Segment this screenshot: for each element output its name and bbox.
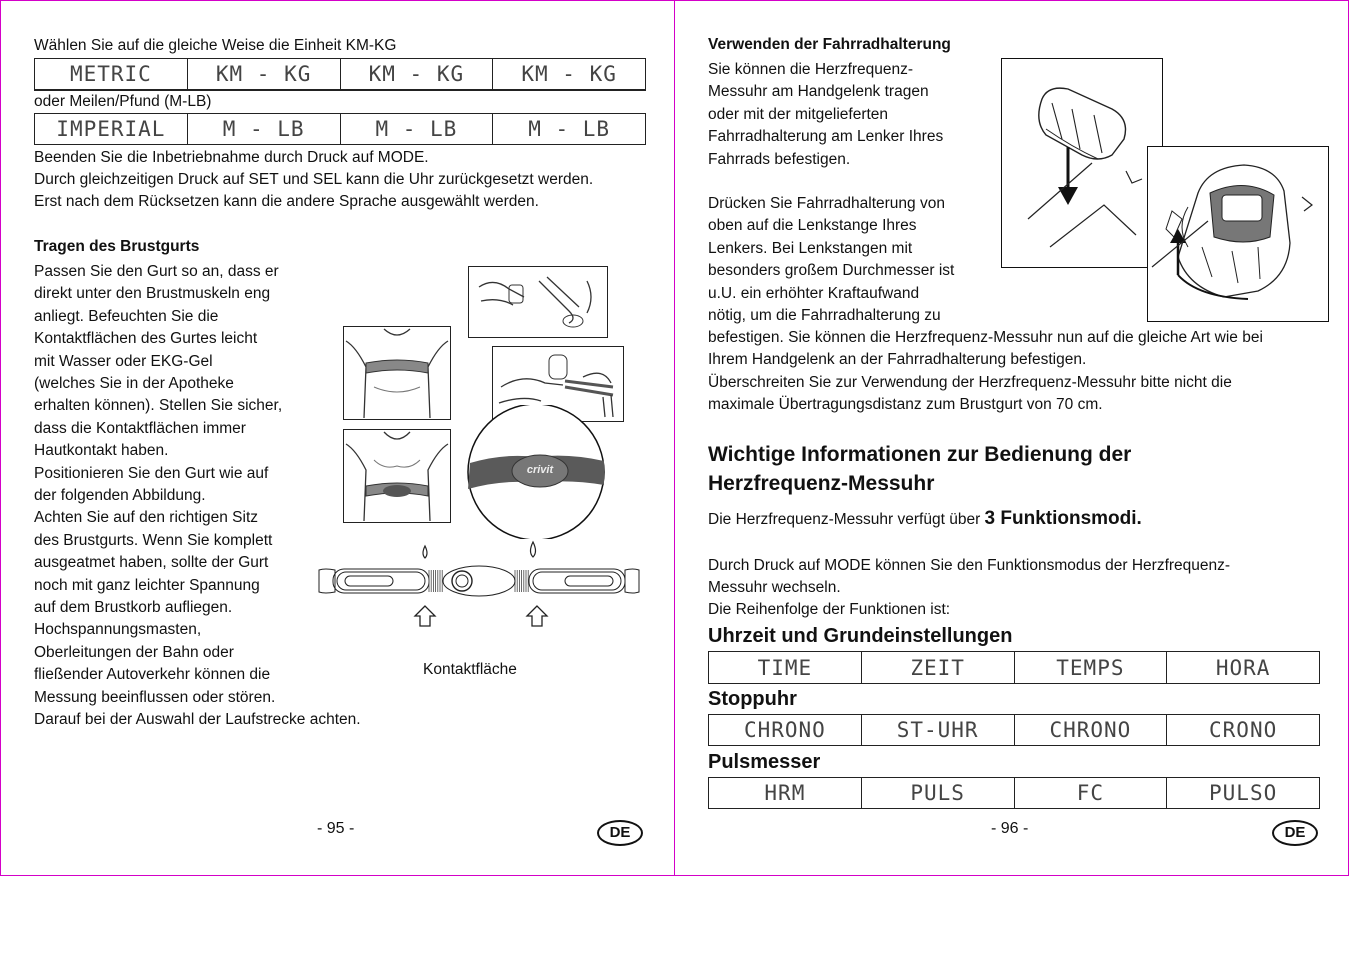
- paragraph-line: Oberleitungen der Bahn oder: [34, 643, 234, 661]
- droplet-icon: [423, 546, 427, 558]
- section-title-bike-mount: Verwenden der Fahrradhalterung: [708, 36, 951, 53]
- paragraph-line: oben auf die Lenkstange Ihres: [708, 217, 917, 235]
- paragraph-line: mit Wasser oder EKG-Gel: [34, 352, 213, 370]
- paragraph-line: Durch Druck auf MODE können Sie den Funktionsmodus der Herzfrequenz-: [708, 557, 1231, 574]
- lcd-cell: M - LB: [493, 114, 646, 145]
- heading-line-2: Herzfrequenz-Messuhr: [708, 472, 935, 495]
- lcd-cell: METRIC: [35, 59, 188, 91]
- lcd-cell: CHRONO: [1014, 715, 1167, 746]
- paragraph-line: Hautkontakt haben.: [34, 442, 169, 460]
- lcd-cell: KM - KG: [187, 59, 340, 91]
- torso-back-illustration: [343, 429, 451, 523]
- lcd-cell: ZEIT: [861, 652, 1014, 684]
- left-page: [0, 0, 675, 876]
- language-badge: DE: [597, 820, 643, 846]
- section-title-chest-strap: Tragen des Brustgurts: [34, 238, 200, 255]
- paragraph-line: Lenkers. Bei Lenkstangen mit: [708, 239, 913, 257]
- metric-display-table: [34, 58, 646, 91]
- lcd-cell: TIME: [709, 652, 862, 684]
- crivit-logo: crivit: [526, 464, 554, 476]
- arrow-up-icon: [527, 606, 547, 626]
- paragraph-line: Beenden Sie die Inbetriebnahme durch Druck auf MODE.: [34, 149, 429, 166]
- arrow-up-icon: [415, 606, 435, 626]
- paragraph-line: Achten Sie auf den richtigen Sitz: [34, 509, 259, 527]
- paragraph-line: Sie können die Herzfrequenz-: [708, 61, 914, 78]
- strap-closeup-illustration: [464, 405, 608, 539]
- lcd-cell: IMPERIAL: [35, 114, 188, 145]
- paragraph-line: maximale Übertragungsdistanz zum Brustgurt von 70 cm.: [708, 396, 1103, 414]
- imperial-intro: oder Meilen/Pfund (M-LB): [34, 93, 212, 110]
- lcd-cell: M - LB: [187, 114, 340, 145]
- paragraph-line: dass die Kontaktflächen immer: [34, 419, 246, 437]
- modes-sentence: [708, 508, 1142, 531]
- paragraph-line: anliegt. Befeuchten Sie die: [34, 307, 219, 325]
- pulse-mode-title: Pulsmesser: [708, 751, 821, 773]
- lcd-cell: KM - KG: [340, 59, 493, 91]
- torso-front-illustration: [343, 326, 451, 420]
- lcd-cell: PULS: [861, 778, 1014, 809]
- paragraph-line: der folgenden Abbildung.: [34, 487, 206, 504]
- paragraph-line: Passen Sie den Gurt so an, dass er: [34, 263, 279, 280]
- lcd-cell: TEMPS: [1014, 652, 1167, 684]
- language-badge: DE: [1272, 820, 1318, 846]
- paragraph-line: Fahrrads befestigen.: [708, 150, 851, 168]
- paragraph-line: Durch gleichzeitigen Druck auf SET und SEL kann die Uhr zurückgesetzt werden.: [34, 171, 594, 188]
- chest-strap-diagram: [315, 536, 645, 636]
- paragraph-line: fließender Autoverkehr können die: [34, 666, 271, 684]
- paragraph-line: Hochspannungsmasten,: [34, 621, 202, 639]
- page-number: - 95 -: [317, 820, 355, 837]
- watch-on-mount-illustration: [1147, 146, 1329, 322]
- paragraph-line: Erst nach dem Rücksetzen kann die andere Sprache ausgewählt werden.: [34, 193, 539, 210]
- right-page: [674, 0, 1349, 876]
- unit-intro: Wählen Sie auf die gleiche Weise die Einheit KM-KG: [34, 37, 397, 54]
- page-number: - 96 -: [991, 820, 1029, 837]
- paragraph-line: befestigen. Sie können die Herzfrequenz-Messuhr nun auf die gleiche Art wie bei: [708, 329, 1263, 346]
- paragraph-line: Die Reihenfolge der Funktionen ist:: [708, 601, 951, 618]
- paragraph-line: besonders großem Durchmesser ist: [708, 262, 955, 280]
- figure-caption: Kontaktfläche: [423, 661, 517, 678]
- time-mode-title: Uhrzeit und Grundeinstellungen: [708, 625, 1013, 647]
- modes-prefix: Die Herzfrequenz-Messuhr verfügt über: [708, 511, 985, 528]
- paragraph-line: Messuhr wechseln.: [708, 579, 841, 596]
- stopwatch-mode-title: Stoppuhr: [708, 688, 797, 710]
- modes-count: 3 Funktionsmodi.: [984, 508, 1142, 529]
- lcd-cell: PULSO: [1167, 778, 1320, 809]
- paragraph-line: Messuhr am Handgelenk tragen: [708, 83, 929, 101]
- lcd-cell: HORA: [1167, 652, 1320, 684]
- paragraph-line: noch mit ganz leichter Spannung: [34, 576, 260, 594]
- paragraph-line: u.U. ein erhöhter Kraftaufwand: [708, 284, 920, 302]
- lcd-cell: FC: [1014, 778, 1167, 809]
- paragraph-line: ausgeatmet haben, sollte der Gurt: [34, 554, 269, 572]
- bike-mount-press-illustration: [1001, 58, 1163, 268]
- paragraph-line: Kontaktflächen des Gurtes leicht: [34, 330, 258, 348]
- stopwatch-mode-display: [708, 714, 1320, 746]
- paragraph-line: nötig, um die Fahrradhalterung zu: [708, 307, 941, 324]
- paragraph-line: oder mit der mitgelieferten: [708, 105, 889, 123]
- paragraph-line: Darauf bei der Auswahl der Laufstrecke achten.: [34, 711, 361, 728]
- paragraph-line: des Brustgurts. Wenn Sie komplett: [34, 531, 273, 549]
- paragraph-line: Überschreiten Sie zur Verwendung der Herzfrequenz-Messuhr bitte nicht die: [708, 373, 1232, 391]
- paragraph-line: Fahrradhalterung am Lenker Ihres: [708, 128, 944, 146]
- paragraph-line: Positionieren Sie den Gurt wie auf: [34, 464, 269, 482]
- lcd-cell: ST-UHR: [861, 715, 1014, 746]
- lcd-cell: M - LB: [340, 114, 493, 145]
- paragraph-line: (welches Sie in der Apotheke: [34, 375, 234, 392]
- paragraph-line: Drücken Sie Fahrradhalterung von: [708, 195, 945, 212]
- strap-adjust-illustration: [468, 266, 608, 338]
- droplet-icon: [531, 542, 536, 557]
- paragraph-line: Messung beeinflussen oder stören.: [34, 688, 276, 706]
- pulse-mode-display: [708, 777, 1320, 809]
- paragraph-line: direkt unter den Brustmuskeln eng: [34, 285, 271, 303]
- heading-line-1: Wichtige Informationen zur Bedienung der: [708, 443, 1132, 466]
- lcd-cell: CHRONO: [709, 715, 862, 746]
- paragraph-line: auf dem Brustkorb aufliegen.: [34, 599, 233, 616]
- paragraph-line: erhalten können). Stellen Sie sicher,: [34, 397, 283, 415]
- time-mode-display: [708, 651, 1320, 684]
- paragraph-line: Ihrem Handgelenk an der Fahrradhalterung befestigen.: [708, 351, 1087, 369]
- imperial-display-table: [34, 113, 646, 145]
- lcd-cell: HRM: [709, 778, 862, 809]
- lcd-cell: CRONO: [1167, 715, 1320, 746]
- lcd-cell: KM - KG: [493, 59, 646, 91]
